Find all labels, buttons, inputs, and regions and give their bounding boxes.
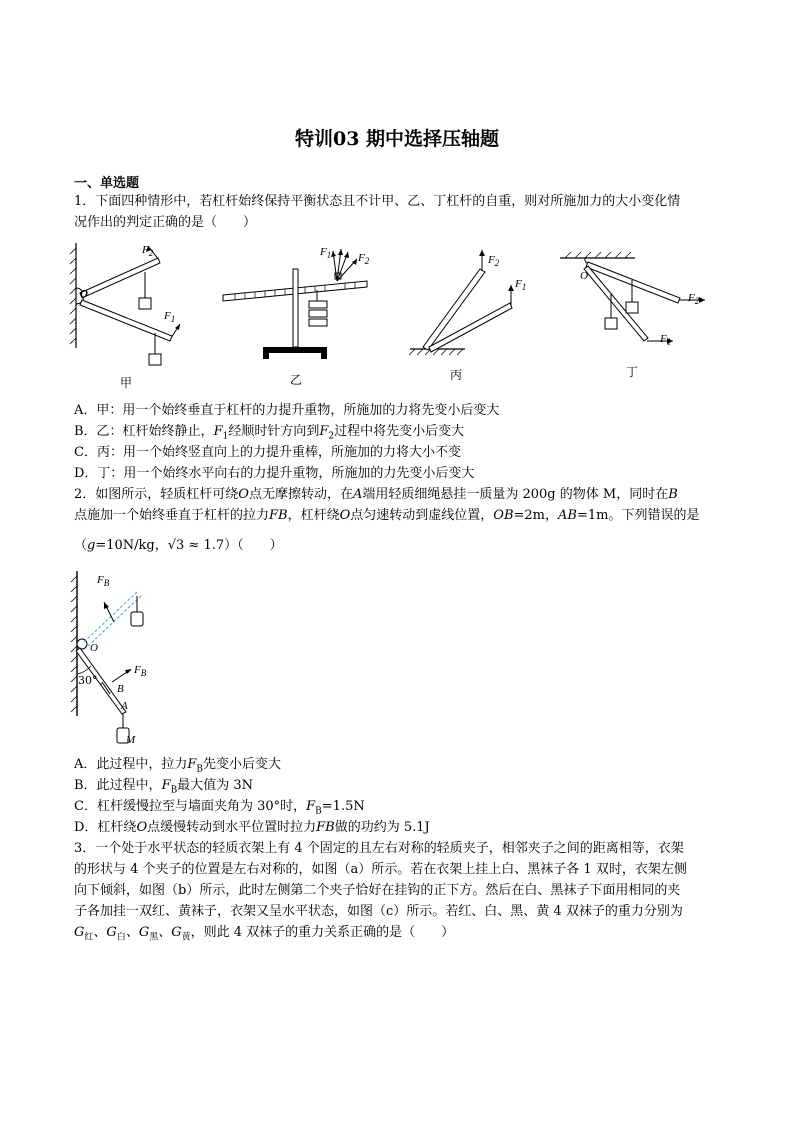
q2-label-fb-right: $F_B$ <box>134 664 147 679</box>
q2-stem-line2: 点施加一个始终垂直于杠杆的拉力FB，杠杆绕O点匀速转动到虚线位置，OB=2m，AB=1m。下列错误的是 <box>74 508 700 523</box>
q1-caption-bing: 丙 <box>450 368 463 382</box>
q1-stem-line1: 1．下面四种情形中，若杠杆始终保持平衡状态且不计甲、乙、丁杠杆的自重，则对所施加力的大小变化情 <box>74 194 681 209</box>
q1-figure-bing <box>405 245 535 360</box>
q2-label-a: A <box>121 700 128 712</box>
q1-figure-yi <box>215 243 375 363</box>
q2-option-b: B．此过程中，$F_B$最大值为 3N <box>74 778 253 796</box>
q2-label-o: O <box>90 642 98 654</box>
q2-option-a: A．此过程中，拉力$F_B$先变小后变大 <box>74 757 282 775</box>
q2-figure <box>66 566 176 751</box>
q1-ding-label-f1: $F_1$ <box>660 333 672 348</box>
q1-stem-line2: 况作出的判定正确的是（ ） <box>74 215 257 230</box>
q2-stem-line1: 2．如图所示，轻质杠杆可绕O点无摩擦转动，在A端用轻质细绳悬挂一质量为 200g 的物体 M，同时在B <box>74 487 678 502</box>
q1-caption-yi: 乙 <box>290 373 303 387</box>
q3-stem-line3: 向下倾斜，如图（b）所示，此时左侧第二个夹子恰好在挂钩的正下方。然后在白、黑袜子下面用相同的夹 <box>74 883 681 898</box>
q1-option-a: A．甲：用一个始终垂直于杠杆的力提升重物，所施加的力将先变小后变大 <box>74 403 500 418</box>
q1-figure-jia <box>68 238 198 388</box>
q1-option-c: C．丙：用一个始终竖直向上的力提升重棒，所施加的力将大小不变 <box>74 445 461 460</box>
q1-option-d: D．丁：用一个始终水平向右的力提升重物，所施加的力先变小后变大 <box>74 466 475 481</box>
q1-yi-label-f2: $F_2$ <box>358 252 370 267</box>
q1-caption-jia: 甲 <box>120 376 133 390</box>
q3-stem-line4: 子各加挂一双红、黄袜子，衣架又呈水平状态，如图（c）所示。若红、白、黑、黄 4 双袜子的重力分别为 <box>74 904 683 919</box>
q2-label-angle: 30° <box>78 674 98 687</box>
section-heading: 一、单选题 <box>74 176 140 191</box>
q3-stem-line5: $G_红$、$G_白$、$G_黑$、$G_黄$，则此 4 双袜子的重力关系正确的是（ ） <box>74 925 455 943</box>
page-title: 特训03 期中选择压轴题 <box>294 128 500 150</box>
q1-jia-label-f1: $F_1$ <box>164 310 176 325</box>
q1-jia-label-o: O <box>80 288 88 300</box>
q1-caption-ding: 丁 <box>626 365 639 379</box>
q2-label-m: M <box>126 734 136 746</box>
q1-bing-label-f2: $F_2$ <box>488 254 500 269</box>
q1-jia-label-f2: $F_2$ <box>142 244 154 259</box>
q1-option-b: B．乙：杠杆始终静止，$F_1$经顺时针方向到$F_2$过程中将先变小后变大 <box>74 424 465 442</box>
q1-ding-label-o: O <box>580 270 588 282</box>
q1-yi-label-f1: $F_1$ <box>320 246 332 261</box>
q1-ding-label-f2: $F_2$ <box>688 292 700 307</box>
q2-label-b: B <box>117 683 124 695</box>
q3-stem-line1: 3．一个处于水平状态的轻质衣架上有 4 个固定的且左右对称的轻质夹子，相邻夹子之间的距离相等，衣架 <box>74 841 684 856</box>
q2-option-c: C．杠杆缓慢拉至与墙面夹角为 30°时，$F_B=1.5N$ <box>74 799 365 817</box>
sqrt3-approx: √3 ≈ 1.7 <box>167 538 225 553</box>
q3-stem-line2: 的形状与 4 个夹子的位置是左右对称的，如图（a）所示。若在衣架上挂上白、黑袜子各 1 双时，衣架左侧 <box>74 862 687 877</box>
q2-stem-line3: （g=10N/kg，√3 ≈ 1.7）（ ） <box>74 538 283 553</box>
q1-bing-label-f1: $F_1$ <box>515 278 527 293</box>
q2-option-d: D．杠杆绕O点缓慢转动到水平位置时拉力FB做的功约为 5.1J <box>74 820 430 835</box>
q2-label-fb-top: $F_B$ <box>97 574 110 589</box>
